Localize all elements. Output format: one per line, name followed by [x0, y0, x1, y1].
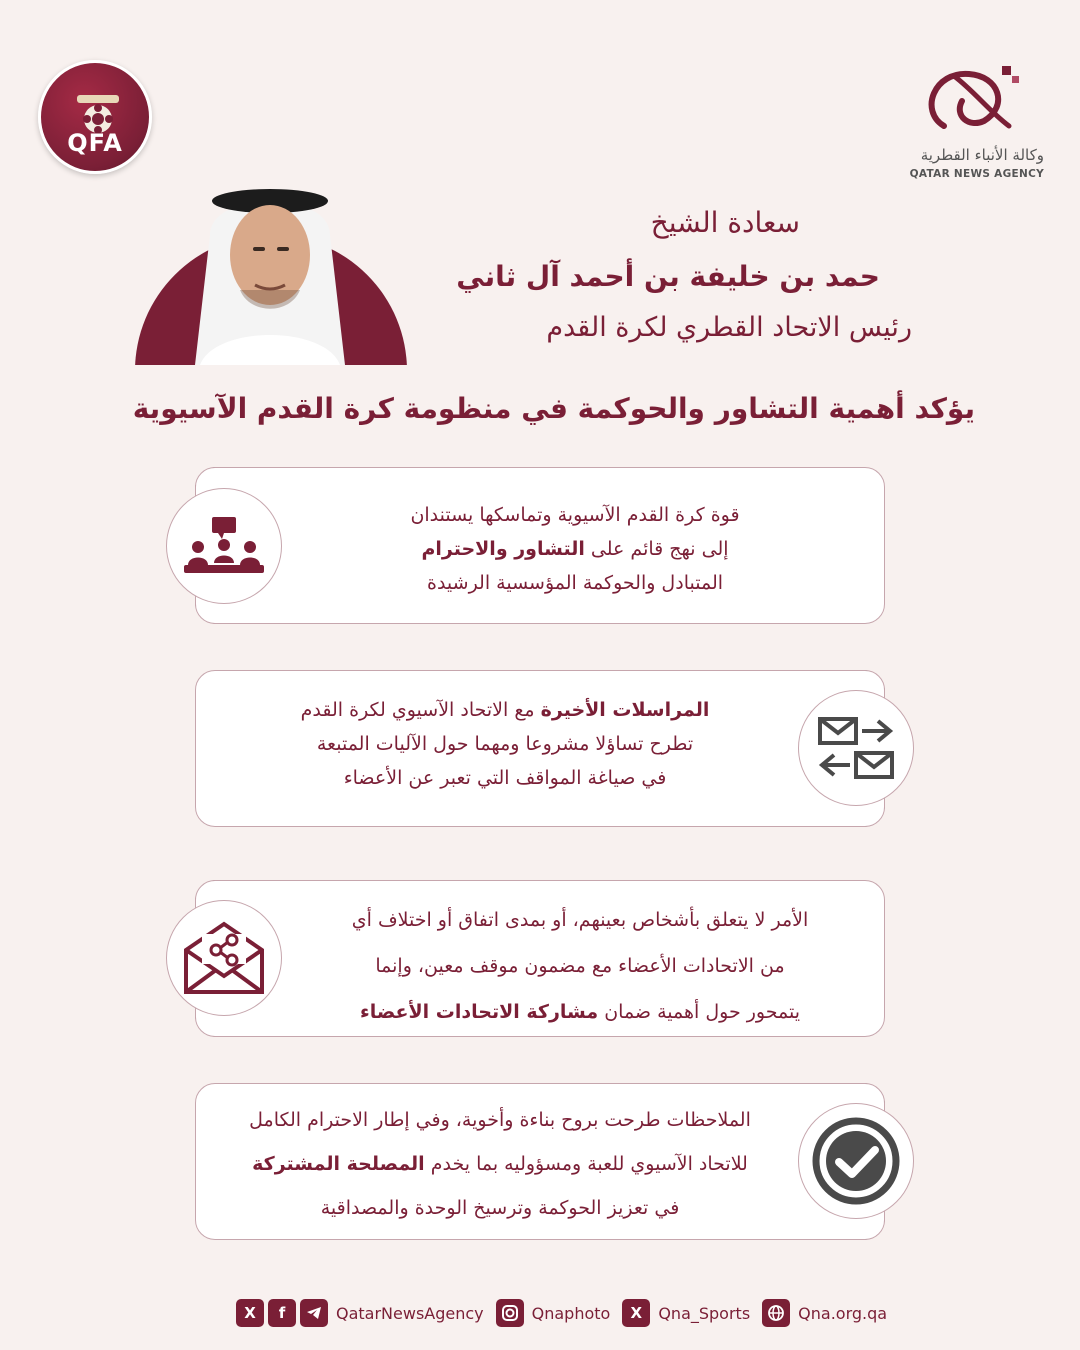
checkmark-icon	[811, 1116, 901, 1206]
card-3	[195, 880, 885, 1037]
qna-name-ar: وكالة الأنباء القطرية	[920, 146, 1044, 164]
card-3-icon-circle	[166, 900, 282, 1016]
handle-main[interactable]: QatarNewsAgency	[336, 1303, 484, 1323]
card-4-line-2-bold: المصلحة المشتركة	[252, 1153, 425, 1175]
telegram-icon[interactable]	[300, 1299, 328, 1327]
qfa-logo	[38, 60, 152, 174]
card-1	[195, 467, 885, 624]
card-1-line-3: المتبادل والحوكمة المؤسسية الرشيدة	[426, 572, 724, 594]
card-4-icon-circle	[798, 1103, 914, 1219]
qna-logo	[894, 56, 1044, 186]
card-4-text	[216, 1098, 784, 1230]
card-1-line-2-bold: التشاور والاحترام	[421, 538, 585, 560]
card-4	[195, 1083, 885, 1240]
card-2-line-1	[236, 693, 774, 727]
card-3-text	[306, 897, 854, 1035]
card-2-icon-circle	[798, 690, 914, 806]
card-4-line-2	[216, 1142, 784, 1186]
card-4-line-2-pre: للاتحاد الآسيوي للعبة ومسؤوليه بما يخدم	[424, 1153, 748, 1175]
card-4-line-3: في تعزيز الحوكمة وترسيخ الوحدة والمصداقية	[320, 1197, 680, 1219]
title-name: حمد بن خليفة بن أحمد آل ثاني	[456, 260, 880, 293]
qfa-logo-text: QFA	[67, 129, 123, 157]
title-honorific: سعادة الشيخ	[650, 206, 800, 239]
card-1-line-2-pre: إلى نهج قائم على	[584, 538, 729, 560]
handle-photo[interactable]: Qnaphoto	[531, 1303, 611, 1323]
card-3-line-1: الأمر لا يتعلق بأشخاص بعينهم، أو بمدى اتفاق أو اختلاف أي	[351, 909, 809, 931]
person-photo-icon	[155, 175, 385, 365]
card-2-line-1-rest: مع الاتحاد الآسيوي لكرة القدم	[300, 699, 541, 721]
card-2	[195, 670, 885, 827]
globe-icon[interactable]	[762, 1299, 790, 1327]
card-2-line-2: تطرح تساؤلا مشروعا ومهما حول الآليات المتبعة	[316, 733, 694, 755]
card-1-icon-circle	[166, 488, 282, 604]
title-position: رئيس الاتحاد القطري لكرة القدم	[546, 312, 912, 343]
mail-exchange-icon	[816, 713, 896, 783]
x-sports-icon[interactable]: X	[622, 1299, 650, 1327]
handle-sports[interactable]: Qna_Sports	[658, 1303, 751, 1323]
instagram-icon[interactable]	[496, 1299, 524, 1327]
facebook-icon[interactable]: f	[268, 1299, 296, 1327]
card-3-line-3	[306, 989, 854, 1035]
card-3-line-2: من الاتحادات الأعضاء مع مضمون موقف معين، وإنما	[375, 955, 785, 977]
card-3-line-3-bold: مشاركة الاتحادات الأعضاء	[359, 1001, 599, 1023]
share-envelope-icon	[182, 920, 266, 996]
card-2-line-1-bold: المراسلات الأخيرة	[540, 699, 710, 721]
card-1-text	[306, 498, 844, 600]
x-icon[interactable]: X	[236, 1299, 264, 1327]
card-2-text	[236, 693, 774, 795]
portrait	[135, 175, 407, 365]
card-4-line-1: الملاحظات طرحت بروح بناءة وأخوية، وفي إطار الاحترام الكامل	[249, 1109, 751, 1131]
meeting-icon	[182, 515, 266, 577]
footer-social	[236, 1296, 895, 1330]
website-link[interactable]: Qna.org.qa	[798, 1303, 888, 1323]
headline: يؤكد أهمية التشاور والحوكمة في منظومة كرة القدم الآسيوية	[132, 392, 975, 425]
qna-swirl-icon	[914, 56, 1024, 141]
card-2-line-3: في صياغة المواقف التي تعبر عن الأعضاء	[343, 767, 667, 789]
card-3-line-3-pre: يتمحور حول أهمية ضمان	[598, 1001, 801, 1023]
qna-name-en: QATAR NEWS AGENCY	[909, 168, 1044, 180]
card-1-line-1: قوة كرة القدم الآسيوية وتماسكها يستندان	[410, 504, 740, 526]
card-1-line-2	[306, 532, 844, 566]
